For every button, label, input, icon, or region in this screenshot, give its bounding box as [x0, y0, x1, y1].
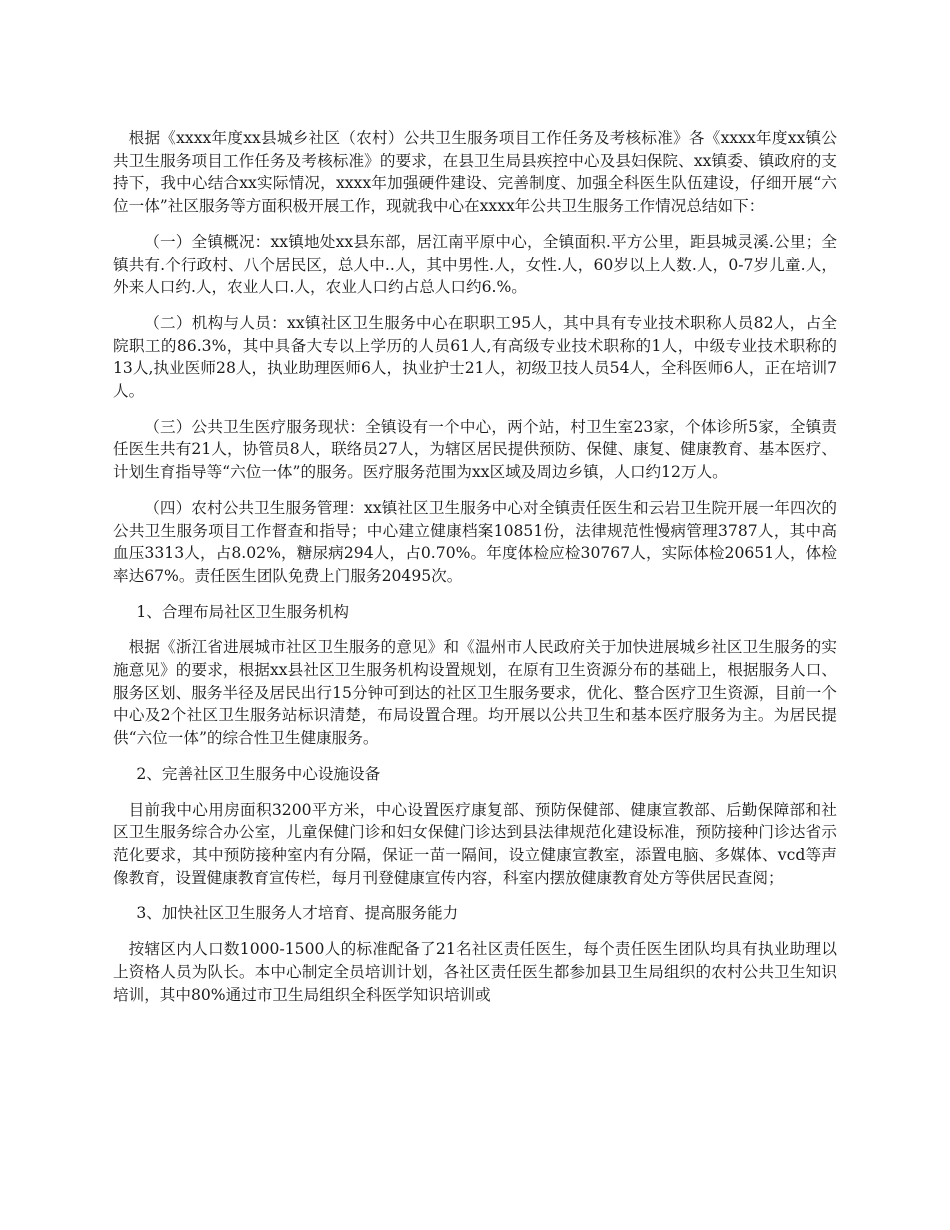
section-3-heading: 3、加快社区卫生服务人才培育、提高服务能力 [136, 904, 459, 923]
staff-paragraph: （二）机构与人员：xx镇社区卫生服务中心在职职工95人，其中具有专业技术职称人员82人，占全院职工的86.3%，其中具备大专以上学历的人员61人,有高级专业技术职称的1人，中级专业技术职称的13人,执业医师28人，执业助理医师6人，执业护士21人，初级卫技人员54人，全科医师6人，正在培训7人。 [113, 313, 837, 401]
section-1-heading: 1、合理布局社区卫生服务机构 [136, 602, 350, 621]
section-3-body: 按辖区内人口数1000-1500人的标准配备了21名社区责任医生，每个责任医生团队均具有执业助理以上资格人员为队长。本中心制定全员培训计划，各社区责任医生都参加县卫生局组织的农村公共卫生知识培训，其中80%通过市卫生局组织全科医学知识培训或 [113, 940, 837, 1004]
section-1-body: 根据《浙江省进展城市社区卫生服务的意见》和《温州市人民政府关于加快进展城乡社区卫生服务的实施意见》的要求，根据xx县社区卫生服务机构设置规划，在原有卫生资源分布的基础上，根据服务人口、服务区划、服务半径及居民出行15分钟可到达的社区卫生服务要求，优化、整合医疗卫生资源，目前一个中心及2个社区卫生服务站标识清楚，布局设置合理。均开展以公共卫生和基本医疗服务为主。为居民提供“六位一体”的综合性卫生健康服务。 [113, 638, 837, 748]
overview-paragraph: （一）全镇概况：xx镇地处xx县东部，居江南平原中心，全镇面积.平方公里，距县城灵溪.公里；全镇共有.个行政村、八个居民区，总人中..人，其中男性.人，女性.人，60岁以上人数.人，0-7岁儿童.人，外来人口约.人，农业人口.人，农业人口约占总人口约6.%。 [113, 232, 837, 297]
management-paragraph: （四）农村公共卫生服务管理：xx镇社区卫生服务中心对全镇责任医生和云岩卫生院开展一年四次的公共卫生服务项目工作督查和指导；中心建立健康档案10851份，法律规范性慢病管理3787人，其中高血压3313人，占8.02%，糖尿病294人，占0.70%。年度体检应检30767人，实际体检20651人，体检率达67%。责任医生团队免费上门服务20495次。 [113, 498, 837, 585]
services-paragraph: （三）公共卫生医疗服务现状：全镇设有一个中心，两个站，村卫生室23家，个体诊所5家，全镇责任医生共有21人，协管员8人，联络员27人，为辖区居民提供预防、保健、康复、健康教育、基本医疗、计划生育指导等“六位一体”的服务。医疗服务范围为xx区域及周边乡镇，人口约12万人。 [113, 417, 837, 482]
intro-paragraph: 根据《xxxx年度xx县城乡社区（农村）公共卫生服务项目工作任务及考核标准》各《xxxx年度xx镇公共卫生服务项目工作任务及考核标准》的要求，在县卫生局县疾控中心及县妇保院、xx镇委、镇政府的支持下，我中心结合xx实际情况，xxxx年加强硬件建设、完善制度、加强全科医生队伍建设，仔细开展“六位一体”社区服务等方面积极开展工作，现就我中心在xxxx年公共卫生服务工作情况总结如下： [113, 129, 837, 216]
document-page [113, 127, 837, 1019]
section-2-heading: 2、完善社区卫生服务中心设施设备 [136, 764, 381, 783]
section-2-body: 目前我中心用房面积3200平方米，中心设置医疗康复部、预防保健部、健康宣教部、后勤保障部和社区卫生服务综合办公室，儿童保健门诊和妇女保健门诊达到县法律规范化建设标准，预防接种门诊达省示范化要求，其中预防接种室内有分隔，保证一苗一隔间，设立健康宣教室，添置电脑、多媒体、vcd等声像教育，设置健康教育宣传栏，每月刊登健康宣传内容，科室内摆放健康教育处方等供居民查阅； [113, 800, 837, 887]
